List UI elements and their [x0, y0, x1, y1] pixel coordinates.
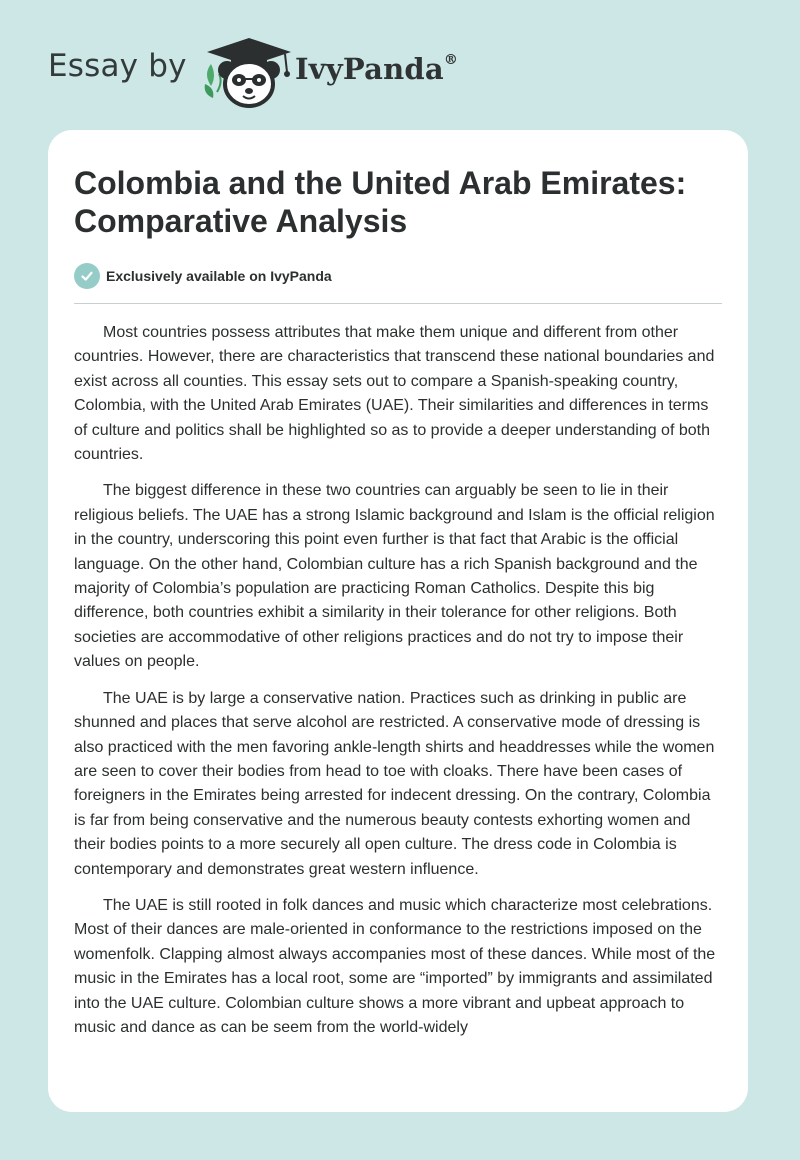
- paragraph-2: The biggest difference in these two countries can arguably be seen to lie in their religious beliefs. The UAE has a strong Islamic background and Islam is the official religion in the country, underscoring this point even further is that fact that Arabic is the official language. On the other hand, Colombian culture has a rich Spanish background and the majority of Colombia’s population are practicing Roman Catholics. Despite this big difference, both countries exhibit a similarity in their tolerance for other religions. Both societies are accommodative of other religions practices and do not try to impose their values on people.: [74, 482, 715, 671]
- essay-card: [48, 130, 748, 1112]
- brand-name[interactable]: [295, 52, 458, 86]
- essay-by-label: Essay by: [48, 48, 187, 84]
- paragraph-3: The UAE is by large a conservative nation. Practices such as drinking in public are shunned and places that serve alcohol are restricted. A conservative mode of dressing is also practiced with the men favoring ankle-length shirts and headdresses while the women are seen to cover their bodies from head to toe with cloaks. There have been cases of foreigners in the Emirates being arrested for indecent dressing. On the contrary, Colombia is far from being conservative and the numerous beauty contests exhorting women and their bodies points to a more securely all open culture. The dress code in Colombia is contemporary and demonstrates great western influence.: [74, 689, 715, 878]
- badge-label: Exclusively available on IvyPanda: [106, 268, 332, 284]
- site-header: [0, 0, 800, 130]
- registered-mark: ®: [443, 52, 459, 69]
- exclusive-badge: [74, 263, 332, 289]
- brand-text: IvyPanda: [295, 52, 444, 86]
- paragraph-4: The UAE is still rooted in folk dances and music which characterize most celebrations. Most of their dances are male-oriented in conformance to the restrictions imposed on the womenfolk. Clapping almost always accompanies most of these dances. While most of the music in the Emirates has a local root, some are “imported” by immigrants and assimilated into the UAE culture. Colombian culture shows a more vibrant and upbeat approach to music and dance as can be seem from the world-widely: [74, 896, 716, 1036]
- check-icon: [74, 263, 100, 289]
- divider: [74, 303, 722, 304]
- essay-body: [74, 321, 724, 1052]
- panda-graduate-icon[interactable]: [201, 34, 297, 110]
- essay-title: Colombia and the United Arab Emirates: Comparative Analysis: [74, 165, 687, 239]
- paragraph-1: Most countries possess attributes that make them unique and different from other countries. However, there are characteristics that transcend these national boundaries and exist across all counties. This essay sets out to compare a Spanish-speaking country, Colombia, with the United Arab Emirates (UAE). Their similarities and differences in terms of culture and politics shall be highlighted so as to provide a deeper understanding of both countries.: [74, 324, 715, 464]
